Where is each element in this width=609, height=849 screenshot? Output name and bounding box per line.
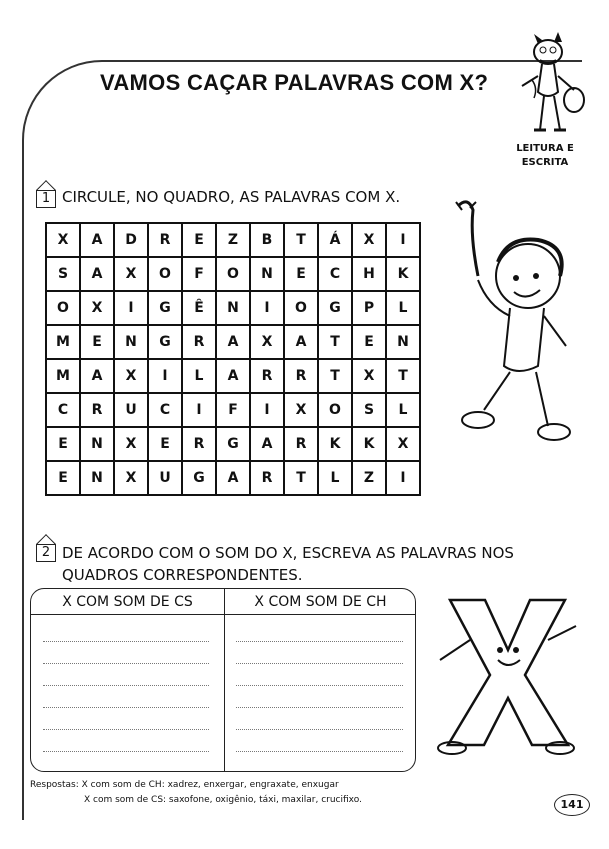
grid-cell[interactable]: E xyxy=(46,461,80,495)
grid-cell[interactable]: X xyxy=(114,461,148,495)
grid-cell[interactable]: A xyxy=(216,461,250,495)
grid-cell[interactable]: E xyxy=(46,427,80,461)
grid-cell[interactable]: T xyxy=(386,359,420,393)
writing-line[interactable] xyxy=(236,685,403,686)
grid-cell[interactable]: N xyxy=(250,257,284,291)
grid-cell[interactable]: G xyxy=(318,291,352,325)
grid-cell[interactable]: E xyxy=(352,325,386,359)
grid-cell[interactable]: H xyxy=(352,257,386,291)
grid-cell[interactable]: T xyxy=(318,359,352,393)
grid-cell[interactable]: E xyxy=(80,325,114,359)
grid-cell[interactable]: M xyxy=(46,325,80,359)
grid-cell[interactable]: I xyxy=(182,393,216,427)
grid-cell[interactable]: L xyxy=(386,291,420,325)
grid-cell[interactable]: N xyxy=(216,291,250,325)
grid-cell[interactable]: U xyxy=(114,393,148,427)
grid-cell[interactable]: Á xyxy=(318,223,352,257)
writing-line[interactable] xyxy=(43,685,209,686)
grid-cell[interactable]: T xyxy=(318,325,352,359)
grid-cell[interactable]: G xyxy=(148,291,182,325)
grid-cell[interactable]: P xyxy=(352,291,386,325)
grid-cell[interactable]: T xyxy=(284,223,318,257)
grid-cell[interactable]: L xyxy=(182,359,216,393)
grid-cell[interactable]: E xyxy=(284,257,318,291)
grid-cell[interactable]: A xyxy=(80,257,114,291)
answers-line-2: X com som de CS: saxofone, oxigênio, táxi, maxilar, crucifixo. xyxy=(84,795,362,805)
grid-cell[interactable]: R xyxy=(284,427,318,461)
writing-line[interactable] xyxy=(236,663,403,664)
grid-cell[interactable]: X xyxy=(114,257,148,291)
column-header-ch: X COM SOM DE CH xyxy=(224,589,416,615)
grid-cell[interactable]: S xyxy=(352,393,386,427)
question-1-text: CIRCULE, NO QUADRO, AS PALAVRAS COM X. xyxy=(62,188,401,206)
grid-cell[interactable]: O xyxy=(216,257,250,291)
page-title: VAMOS CAÇAR PALAVRAS COM X? xyxy=(100,70,489,95)
grid-cell[interactable]: N xyxy=(80,461,114,495)
grid-cell[interactable]: X xyxy=(386,427,420,461)
grid-cell[interactable]: A xyxy=(250,427,284,461)
grid-cell[interactable]: Z xyxy=(216,223,250,257)
writing-line[interactable] xyxy=(236,729,403,730)
grid-cell[interactable]: R xyxy=(182,325,216,359)
grid-cell[interactable]: X xyxy=(352,359,386,393)
page-number: 141 xyxy=(554,794,590,816)
grid-cell[interactable]: C xyxy=(148,393,182,427)
grid-cell[interactable]: O xyxy=(318,393,352,427)
grid-cell[interactable]: E xyxy=(182,223,216,257)
column-divider xyxy=(224,589,225,771)
grid-cell[interactable]: F xyxy=(216,393,250,427)
section-tag-line1: LEITURA E xyxy=(516,143,574,154)
question-2-text: DE ACORDO COM O SOM DO X, ESCREVA AS PALAVRAS NOS QUADROS CORRESPONDENTES. xyxy=(62,544,514,584)
grid-cell[interactable]: I xyxy=(148,359,182,393)
grid-cell[interactable]: N xyxy=(114,325,148,359)
boy-illustration xyxy=(448,196,588,446)
question-number-2: 2 xyxy=(36,544,56,562)
grid-cell[interactable]: C xyxy=(318,257,352,291)
grid-cell[interactable]: F xyxy=(182,257,216,291)
grid-cell[interactable]: G xyxy=(216,427,250,461)
grid-cell[interactable]: K xyxy=(318,427,352,461)
grid-cell[interactable]: X xyxy=(46,223,80,257)
question-number-1: 1 xyxy=(36,190,56,208)
writing-line[interactable] xyxy=(236,751,403,752)
writing-line[interactable] xyxy=(43,663,209,664)
grid-cell[interactable]: R xyxy=(182,427,216,461)
grid-cell[interactable]: A xyxy=(216,325,250,359)
grid-cell[interactable]: N xyxy=(386,325,420,359)
answer-table xyxy=(30,588,416,772)
horse-illustration xyxy=(508,30,588,140)
grid-cell[interactable]: N xyxy=(80,427,114,461)
grid-cell[interactable]: L xyxy=(386,393,420,427)
grid-cell[interactable]: Z xyxy=(352,461,386,495)
section-tag xyxy=(500,142,590,170)
grid-cell[interactable]: R xyxy=(250,359,284,393)
grid-cell[interactable]: Ê xyxy=(182,291,216,325)
grid-cell[interactable]: O xyxy=(148,257,182,291)
grid-cell[interactable]: I xyxy=(386,461,420,495)
grid-cell[interactable]: X xyxy=(352,223,386,257)
grid-cell[interactable]: I xyxy=(386,223,420,257)
grid-cell[interactable]: E xyxy=(148,427,182,461)
column-header-cs: X COM SOM DE CS xyxy=(31,589,224,615)
grid-cell[interactable]: X xyxy=(114,427,148,461)
grid-cell[interactable]: R xyxy=(80,393,114,427)
writing-line[interactable] xyxy=(43,729,209,730)
x-character-illustration xyxy=(430,580,585,760)
grid-cell[interactable]: G xyxy=(182,461,216,495)
writing-line[interactable] xyxy=(236,707,403,708)
writing-line[interactable] xyxy=(236,641,403,642)
grid-cell[interactable]: D xyxy=(114,223,148,257)
grid-cell[interactable]: U xyxy=(148,461,182,495)
writing-line[interactable] xyxy=(43,751,209,752)
grid-cell[interactable]: R xyxy=(250,461,284,495)
grid-cell[interactable]: A xyxy=(80,359,114,393)
grid-cell[interactable]: I xyxy=(250,291,284,325)
writing-line[interactable] xyxy=(43,707,209,708)
grid-cell[interactable]: X xyxy=(80,291,114,325)
grid-cell[interactable]: A xyxy=(216,359,250,393)
grid-cell[interactable]: T xyxy=(284,461,318,495)
writing-line[interactable] xyxy=(43,641,209,642)
grid-cell[interactable]: M xyxy=(46,359,80,393)
word-search-grid[interactable] xyxy=(45,222,421,496)
grid-cell[interactable]: X xyxy=(284,393,318,427)
grid-cell[interactable]: K xyxy=(352,427,386,461)
answers-line-1: Respostas: X com som de CH: xadrez, enxergar, engraxate, enxugar xyxy=(30,780,339,790)
grid-cell[interactable]: R xyxy=(284,359,318,393)
grid-cell[interactable]: X xyxy=(250,325,284,359)
grid-cell[interactable]: O xyxy=(46,291,80,325)
grid-cell[interactable]: A xyxy=(80,223,114,257)
grid-cell[interactable]: B xyxy=(250,223,284,257)
grid-cell[interactable]: X xyxy=(114,359,148,393)
grid-cell[interactable]: L xyxy=(318,461,352,495)
grid-cell[interactable]: C xyxy=(46,393,80,427)
answers-note xyxy=(30,778,362,808)
grid-cell[interactable]: I xyxy=(114,291,148,325)
grid-cell[interactable]: G xyxy=(148,325,182,359)
grid-cell[interactable]: R xyxy=(148,223,182,257)
grid-cell[interactable]: I xyxy=(250,393,284,427)
grid-cell[interactable]: O xyxy=(284,291,318,325)
grid-cell[interactable]: A xyxy=(284,325,318,359)
grid-cell[interactable]: K xyxy=(386,257,420,291)
grid-cell[interactable]: S xyxy=(46,257,80,291)
section-tag-line2: ESCRITA xyxy=(521,157,569,168)
